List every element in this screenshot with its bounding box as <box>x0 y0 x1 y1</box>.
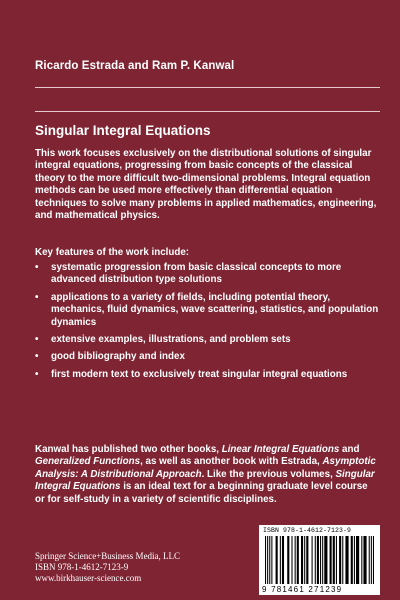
barcode-bar <box>369 536 370 584</box>
bullet-icon: • <box>35 351 39 363</box>
barcode-bar <box>276 536 278 584</box>
barcode-bar <box>336 536 337 584</box>
barcode-bar <box>297 536 299 584</box>
barcode-bar <box>330 536 332 584</box>
barcode-bar <box>287 536 289 584</box>
title-divider <box>35 111 380 112</box>
barcode-bar <box>304 536 305 584</box>
feature-text: first modern text to exclusively treat singular integral equations <box>51 368 348 380</box>
publisher-isbn: ISBN 978-1-4612-7123-9 <box>35 562 129 572</box>
publisher-name: Springer Science+Business Media, LLC <box>35 551 181 561</box>
barcode-bar <box>322 536 323 584</box>
barcode-bar <box>269 536 270 584</box>
barcode-bar <box>320 536 321 584</box>
barcode-bar <box>306 536 308 584</box>
barcode-bar <box>356 536 359 584</box>
barcode-isbn-label: ISBN 978-1-4612-7123-9 <box>263 527 352 534</box>
barcode-bar <box>295 536 296 584</box>
feature-item <box>35 292 380 329</box>
publisher-info <box>35 551 180 584</box>
barcode-bar <box>312 536 313 584</box>
barcode-bar <box>315 536 316 584</box>
other-books-text-4: . Like the previous volumes, <box>201 468 336 480</box>
barcode-bar <box>373 536 374 584</box>
barcode <box>259 525 380 595</box>
publisher-url: www.birkhauser-science.com <box>35 573 142 583</box>
feature-text: good bibliography and index <box>51 351 185 363</box>
barcode-bar <box>291 536 292 584</box>
features-heading: Key features of the work include: <box>35 247 190 258</box>
feature-item <box>35 351 380 363</box>
barcode-bar <box>317 536 319 584</box>
barcode-bar <box>351 536 353 584</box>
feature-text: extensive examples, illustrations, and problem sets <box>51 334 291 346</box>
barcode-bars <box>265 536 374 584</box>
barcode-bar <box>280 536 281 584</box>
other-books-text-1: Kanwal has published two other books, <box>35 444 222 455</box>
barcode-bar <box>301 536 303 584</box>
barcode-bar <box>342 536 343 584</box>
bullet-icon: • <box>35 334 39 346</box>
book-title-singular: Singular Integral Equations <box>35 468 375 493</box>
top-divider <box>35 87 380 88</box>
barcode-bar <box>339 536 341 584</box>
barcode-bar <box>324 536 327 584</box>
barcode-bar <box>371 536 372 584</box>
barcode-bar <box>267 536 268 584</box>
barcode-bar <box>354 536 355 584</box>
barcode-bar <box>333 536 335 584</box>
bullet-icon: • <box>35 291 39 303</box>
book-title-generalized: Generalized Functions <box>35 456 141 468</box>
barcode-bar <box>361 536 362 584</box>
other-books-text-3: , as well as another book with Estrada, <box>140 456 323 468</box>
book-title: Singular Integral Equations <box>35 123 211 138</box>
feature-text: applications to a variety of fields, including potential theory, mechanics, fluid dynamics, wave scattering, statistics, and population dynamics <box>51 291 379 328</box>
barcode-bar <box>282 536 284 584</box>
book-description: This work focuses exclusively on the distributional solutions of singular integral equations, progressing from basic concepts of the classical theory to the more difficult two-dimensional problems. Integral equation methods can be used more effectively than differential equation techniques to solve many problems in applied mathematics, engineering, and mathematical physics. <box>35 148 377 222</box>
barcode-bar <box>363 536 366 584</box>
other-books-text-5: is an ideal text for a beginning graduate level course or for self-study in a variety of scientific disciplines. <box>35 481 368 505</box>
feature-item <box>35 262 380 287</box>
book-title-linear: Linear Integral Equations <box>221 444 340 455</box>
book-title-asymptotic: Asymptotic Analysis: A Distributional Approach <box>35 456 376 480</box>
other-books-text-2: and <box>339 444 360 455</box>
feature-item <box>35 369 380 381</box>
other-books-paragraph <box>35 444 380 506</box>
bullet-icon: • <box>35 262 39 273</box>
feature-item <box>35 334 380 346</box>
features-list <box>35 262 380 386</box>
barcode-bar <box>271 536 272 584</box>
barcode-bar <box>265 536 266 584</box>
feature-text: systematic progression from basic classical concepts to more advanced distribution type solutions <box>51 262 342 286</box>
bullet-icon: • <box>35 368 39 380</box>
author-names: Ricardo Estrada and Ram P. Kanwal <box>35 60 235 72</box>
barcode-bar <box>345 536 348 584</box>
barcode-number: 9 781461 271239 <box>262 585 343 594</box>
